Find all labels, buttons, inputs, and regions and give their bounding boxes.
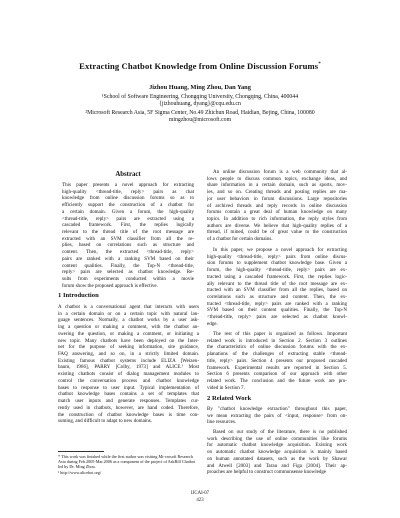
text-line: Section 6 presents comparison of our approach with other [207,371,347,378]
right-paragraph-5 [207,429,347,476]
text-line: guage sentences. Normally, a chatbot works by a user ask- [58,317,199,324]
text-line: Existing famous chatbot systems include ELIZA [Weizen- [58,357,199,364]
footnotes [58,454,198,475]
text-line: and Atwell [2003] and Tarau and Figa [2004]. Their ap- [207,462,347,469]
text-line: a certain domain. Given a forum, the high-quality [62,208,194,215]
text-line: vided in Section 7. [207,384,245,391]
text-line: content qualities. Finally, the Top-N <thread-title, [62,262,194,269]
section-2-heading: 2 Related Work [207,395,252,402]
text-line: forums contain a great deal of human knowledge on many [207,209,347,216]
text-line: on automatic chatbot knowledge acquisition is mainly based [207,449,347,456]
text-line: ally relevant to the thread title of the root message are ex- [207,280,347,287]
text-line: forum show the proposed approach is effective. [62,282,158,289]
text-line: efficiently support the construction of a chatbot for [62,202,194,209]
text-line: FAQ answering, and so on, in a strictly limited domain. [58,351,199,358]
introduction-body [58,304,199,425]
text-line: forum, the high-quality <thread-title, reply> pairs are ex- [207,267,347,274]
text-line: related work is introduced in Section 2. Section 3 outlines [207,337,347,344]
text-line: high-quality <thread-title, reply> pairs as chat [62,188,194,195]
text-line: correlations such as structure and content. Then, the ex- [207,294,347,301]
text-line: ing a question or making a comment, with the chatbot an- [58,324,199,331]
text-line: high-quality <thread-title, reply> pairs from online discus- [207,253,347,260]
text-line: This paper presents a novel approach for extracting [62,182,194,188]
text-line: framework. Experimental results are reported in Section 5. [207,364,347,371]
text-line: of archived threads and reply records in online discussion [207,202,347,209]
text-line: title, reply> pairs. Section 4 presents our proposed cascaded [207,357,347,364]
affiliation-1: ¹School of Software Engineering, Chongqing University, Chongqing, China, 400044 [101,94,299,100]
text-line: jor user behaviors in forum discussions. Large repositories [207,195,347,202]
right-paragraph-4 [207,406,347,426]
text-line: match user inputs and generate responses. Templates cur- [58,398,199,405]
text-line: knowledge from online discussion forums so as to [62,195,194,202]
text-line: The rest of this paper is organized as follows. Important [213,331,347,337]
footnote-2: ¹ http://www.alicebot.org/ [58,469,102,475]
text-line: thread, if mined, could be of great value to the construction [207,229,347,236]
text-line: net for the purpose of seeking information, site guidance, [58,344,199,351]
footnote-1: * This work was finished while the first author was visiting Mi-crosoft Research Asia during Feb.2005-Mar.2006 as a component of the project of AskBill Chatbot led by Dr. Ming Zhou. [58,454,196,470]
text-line: chatbot knowledge bases contains a set of templates that [58,391,199,398]
text-line: the construction of chatbot knowledge bases is time con- [58,411,199,418]
text-line: sion forums to supplement chatbot knowledge base. Given a [207,260,347,267]
email-1: {jizhouhuang, dyang}@cqu.edu.cn [159,101,241,107]
text-line: bases to response to user input. Typical implementation of [58,384,199,391]
text-line: pairs are ranked with a ranking SVM based on their [62,255,194,262]
abstract-heading: Abstract [115,171,141,178]
affiliation-2: ²Microsoft Research Asia, 5F Sigma Center, No.49 Zhichun Road, Haidian, Bejing, China, 100080 [85,110,315,116]
text-line: <thread-title, reply> pairs are selected as chatbot knowl- [207,314,347,321]
abstract-body [62,182,194,290]
text-line: content. Then, the extracted <thread-title, reply> [62,249,194,256]
text-line: we mean extracting the pairs of <input, response> from on- [207,412,347,419]
text-line: of a chatbot for certain domains. [207,236,273,243]
right-paragraph-2 [207,247,347,328]
text-line: reply> pairs are selected as chatbot knowledge. Re- [62,269,194,276]
text-line: A chatbot is a conversational agent that interacts with users [58,304,199,310]
footer-page-number: 423 [196,498,204,503]
text-line: plies, based on correlations such as structure and [62,242,194,249]
text-line: SVM based on their content qualities. Finally, the Top-N [207,307,347,314]
text-line: proaches are helpful to construct commonsense knowledge [207,469,327,476]
text-line: By "chatbot knowledge extraction" throughout this paper, [207,406,347,412]
text-line: Based on our study of the literature, there is no published [213,429,347,435]
text-line: tracted <thread-title, reply> pairs are ranked with a ranking [207,300,347,307]
section-1-heading: 1 Introduction [58,292,99,299]
text-line: planations of the challenges of extracting stable <thread- [207,351,347,358]
title-footnote-mark: * [318,62,321,68]
email-2: mingzhou@microsoft.com [168,117,232,123]
author-list: Jizhou Huang, Ming Zhou, Dan Yang [149,84,251,91]
text-line: tracted with an SVM classifier from all the replies, based on [207,287,347,294]
text-line: tracted using a cascaded framework. First, the replies logic- [207,273,347,280]
text-line: the characteristics of online discussion forums with the ex- [207,344,347,351]
footer-venue: IJCAI-07 [190,491,210,496]
text-line: relevant to the thread title of the root message are [62,229,194,236]
text-line: existing chatbots consist of dialog management modules to [58,371,199,378]
text-line: lows people to discuss common topics, exchange ideas, and [207,175,347,182]
text-line: An online discussion forum is a web community that al- [213,169,347,175]
text-line: swering the question, or making a comment, or initiating a [58,330,199,337]
text-line: In this paper, we propose a novel approach for extracting [213,247,347,253]
text-line: <thread-title, reply> pairs are extracted using a [62,215,194,222]
text-line: line resources. [207,419,237,426]
text-line: baum, 1966], PARRY [Colby, 1973] and ALICE.¹ Most [58,364,199,371]
text-line: control the conversation process and chatbot knowledge [58,377,199,384]
text-line: sults from experiments conducted within a movie [62,276,194,283]
text-line: rently used in chatbots, however, are hand coded. Therefore, [58,404,199,411]
right-paragraph-1 [207,169,347,243]
text-line: edge. [207,320,218,327]
text-line: suming, and difficult to adapt to new domains. [58,418,152,425]
text-line: new topic. Many chatbots have been deployed on the Inter- [58,337,199,344]
text-line: related work. The conclusion and the future work are pro- [207,378,347,385]
paper-title [0,61,400,71]
text-line: topics. In addition to rich information, the reply styles from [207,216,347,223]
text-line: in a certain domain or on a certain topic with natural lan- [58,310,199,317]
footnote-rule [58,451,104,452]
text-line: on human annotated datasets, such as the work by Shawar [207,455,347,462]
text-line: work describing the use of online communities like forums [207,435,347,442]
text-line: share information in a certain domain, such as sports, mov- [207,182,347,189]
title-text: Extracting Chatbot Knowledge from Online Discussion Forums [79,61,319,71]
text-line: cascaded framework. First, the replies logically [62,222,194,229]
text-line: for automatic chatbot knowledge acquisition. Existing work [207,442,347,449]
text-line: ies, and so on. Creating threads and posting replies are ma- [207,189,347,196]
text-line: authors are diverse. We believe that high-quality replies of a [207,222,347,229]
right-paragraph-3 [207,331,347,391]
text-line: extracted with an SVM classifier from all the re- [62,235,194,242]
